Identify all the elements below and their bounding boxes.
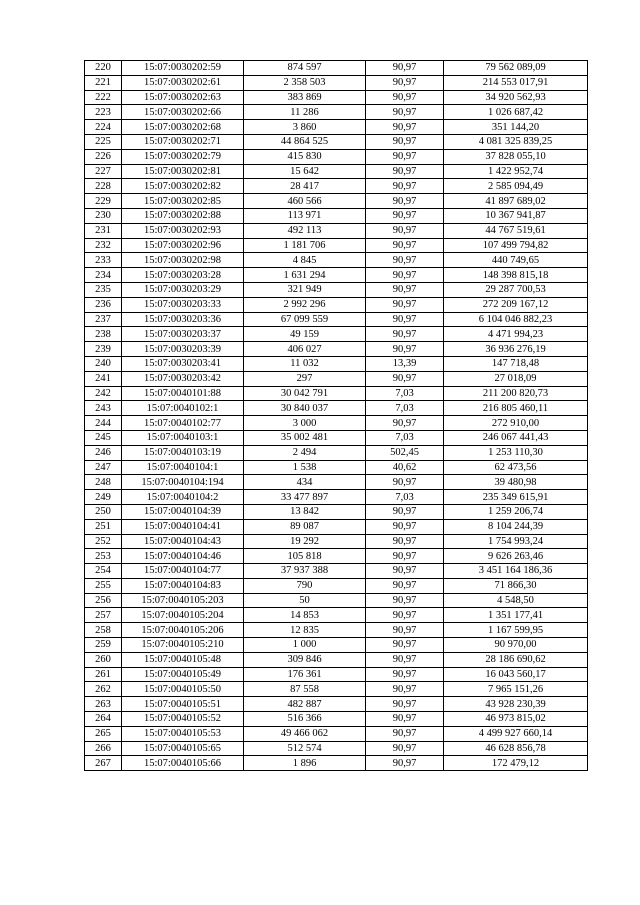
specific-value-cell: 90,97	[366, 208, 444, 223]
specific-value-cell: 90,97	[366, 327, 444, 342]
table-body	[85, 61, 588, 771]
specific-value-cell: 90,97	[366, 593, 444, 608]
table-row	[85, 741, 588, 756]
row-number-cell: 252	[85, 534, 122, 549]
cadastral-value-table	[84, 60, 588, 771]
cadastral-value-cell: 28 186 690,62	[444, 652, 588, 667]
cadastral-value-cell: 2 585 094,49	[444, 179, 588, 194]
specific-value-cell: 90,97	[366, 697, 444, 712]
cadastral-number-cell: 15:07:0040104:83	[122, 578, 244, 593]
area-cell: 113 971	[244, 208, 366, 223]
area-cell: 89 087	[244, 519, 366, 534]
row-number-cell: 234	[85, 268, 122, 283]
specific-value-cell: 7,03	[366, 386, 444, 401]
specific-value-cell: 90,97	[366, 667, 444, 682]
cadastral-number-cell: 15:07:0040102:77	[122, 416, 244, 431]
specific-value-cell: 90,97	[366, 682, 444, 697]
table-row	[85, 697, 588, 712]
specific-value-cell: 90,97	[366, 504, 444, 519]
cadastral-value-cell: 272 209 167,12	[444, 297, 588, 312]
table-row	[85, 504, 588, 519]
row-number-cell: 236	[85, 297, 122, 312]
area-cell: 492 113	[244, 223, 366, 238]
specific-value-cell: 90,97	[366, 416, 444, 431]
cadastral-value-cell: 7 965 151,26	[444, 682, 588, 697]
cadastral-value-cell: 351 144,20	[444, 120, 588, 135]
cadastral-number-cell: 15:07:0040105:210	[122, 638, 244, 653]
cadastral-value-cell: 246 067 441,43	[444, 430, 588, 445]
row-number-cell: 227	[85, 164, 122, 179]
area-cell: 87 558	[244, 682, 366, 697]
cadastral-value-cell: 6 104 046 882,23	[444, 312, 588, 327]
area-cell: 35 002 481	[244, 430, 366, 445]
table-row	[85, 75, 588, 90]
cadastral-number-cell: 15:07:0030202:98	[122, 253, 244, 268]
cadastral-number-cell: 15:07:0040103:1	[122, 430, 244, 445]
table-row	[85, 120, 588, 135]
cadastral-number-cell: 15:07:0030203:28	[122, 268, 244, 283]
cadastral-value-cell: 9 626 263,46	[444, 549, 588, 564]
table-row	[85, 519, 588, 534]
table-row	[85, 105, 588, 120]
row-number-cell: 241	[85, 371, 122, 386]
row-number-cell: 244	[85, 416, 122, 431]
cadastral-value-cell: 39 480,98	[444, 475, 588, 490]
area-cell: 12 835	[244, 623, 366, 638]
specific-value-cell: 90,97	[366, 164, 444, 179]
table-row	[85, 208, 588, 223]
specific-value-cell: 90,97	[366, 756, 444, 771]
table-row	[85, 756, 588, 771]
cadastral-value-cell: 79 562 089,09	[444, 61, 588, 76]
area-cell: 176 361	[244, 667, 366, 682]
specific-value-cell: 90,97	[366, 90, 444, 105]
table-row	[85, 490, 588, 505]
area-cell: 516 366	[244, 712, 366, 727]
row-number-cell: 246	[85, 445, 122, 460]
row-number-cell: 261	[85, 667, 122, 682]
area-cell: 406 027	[244, 342, 366, 357]
area-cell: 874 597	[244, 61, 366, 76]
cadastral-value-cell: 46 973 815,02	[444, 712, 588, 727]
row-number-cell: 265	[85, 726, 122, 741]
cadastral-number-cell: 15:07:0040105:50	[122, 682, 244, 697]
cadastral-number-cell: 15:07:0030202:66	[122, 105, 244, 120]
area-cell: 383 869	[244, 90, 366, 105]
area-cell: 1 538	[244, 460, 366, 475]
table-row	[85, 667, 588, 682]
table-row	[85, 534, 588, 549]
specific-value-cell: 90,97	[366, 238, 444, 253]
cadastral-number-cell: 15:07:0040104:46	[122, 549, 244, 564]
row-number-cell: 251	[85, 519, 122, 534]
cadastral-value-cell: 148 398 815,18	[444, 268, 588, 283]
cadastral-number-cell: 15:07:0040105:66	[122, 756, 244, 771]
specific-value-cell: 90,97	[366, 519, 444, 534]
table-row	[85, 282, 588, 297]
cadastral-number-cell: 15:07:0030202:85	[122, 194, 244, 209]
cadastral-value-cell: 1 422 952,74	[444, 164, 588, 179]
cadastral-number-cell: 15:07:0030202:81	[122, 164, 244, 179]
specific-value-cell: 90,97	[366, 268, 444, 283]
specific-value-cell: 90,97	[366, 61, 444, 76]
cadastral-value-cell: 1 026 687,42	[444, 105, 588, 120]
cadastral-value-cell: 46 628 856,78	[444, 741, 588, 756]
cadastral-number-cell: 15:07:0030203:36	[122, 312, 244, 327]
row-number-cell: 226	[85, 149, 122, 164]
cadastral-value-cell: 211 200 820,73	[444, 386, 588, 401]
row-number-cell: 262	[85, 682, 122, 697]
row-number-cell: 239	[85, 342, 122, 357]
cadastral-value-cell: 36 936 276,19	[444, 342, 588, 357]
area-cell: 1 000	[244, 638, 366, 653]
table-row	[85, 149, 588, 164]
cadastral-value-cell: 1 351 177,41	[444, 608, 588, 623]
cadastral-value-cell: 4 081 325 839,25	[444, 134, 588, 149]
row-number-cell: 232	[85, 238, 122, 253]
row-number-cell: 259	[85, 638, 122, 653]
area-cell: 2 494	[244, 445, 366, 460]
cadastral-value-cell: 4 499 927 660,14	[444, 726, 588, 741]
table-row	[85, 253, 588, 268]
table-row	[85, 475, 588, 490]
cadastral-number-cell: 15:07:0030203:39	[122, 342, 244, 357]
area-cell: 321 949	[244, 282, 366, 297]
cadastral-value-cell: 34 920 562,93	[444, 90, 588, 105]
specific-value-cell: 90,97	[366, 297, 444, 312]
cadastral-value-cell: 90 970,00	[444, 638, 588, 653]
table-row	[85, 623, 588, 638]
cadastral-value-cell: 107 499 794,82	[444, 238, 588, 253]
specific-value-cell: 90,97	[366, 608, 444, 623]
area-cell: 67 099 559	[244, 312, 366, 327]
area-cell: 4 845	[244, 253, 366, 268]
area-cell: 1 181 706	[244, 238, 366, 253]
cadastral-number-cell: 15:07:0040105:48	[122, 652, 244, 667]
cadastral-value-cell: 4 548,50	[444, 593, 588, 608]
area-cell: 14 853	[244, 608, 366, 623]
table-row	[85, 445, 588, 460]
cadastral-number-cell: 15:07:0030202:61	[122, 75, 244, 90]
specific-value-cell: 90,97	[366, 75, 444, 90]
cadastral-number-cell: 15:07:0040101:88	[122, 386, 244, 401]
row-number-cell: 245	[85, 430, 122, 445]
specific-value-cell: 13,39	[366, 356, 444, 371]
row-number-cell: 263	[85, 697, 122, 712]
row-number-cell: 221	[85, 75, 122, 90]
specific-value-cell: 90,97	[366, 623, 444, 638]
area-cell: 15 642	[244, 164, 366, 179]
table-row	[85, 593, 588, 608]
specific-value-cell: 90,97	[366, 312, 444, 327]
table-row	[85, 238, 588, 253]
area-cell: 49 159	[244, 327, 366, 342]
row-number-cell: 267	[85, 756, 122, 771]
specific-value-cell: 7,03	[366, 490, 444, 505]
area-cell: 1 631 294	[244, 268, 366, 283]
cadastral-number-cell: 15:07:0030202:93	[122, 223, 244, 238]
area-cell: 3 000	[244, 416, 366, 431]
cadastral-number-cell: 15:07:0040103:19	[122, 445, 244, 460]
cadastral-value-cell: 4 471 994,23	[444, 327, 588, 342]
row-number-cell: 248	[85, 475, 122, 490]
row-number-cell: 258	[85, 623, 122, 638]
row-number-cell: 238	[85, 327, 122, 342]
specific-value-cell: 502,45	[366, 445, 444, 460]
table-row	[85, 608, 588, 623]
cadastral-number-cell: 15:07:0040104:2	[122, 490, 244, 505]
specific-value-cell: 90,97	[366, 371, 444, 386]
row-number-cell: 225	[85, 134, 122, 149]
specific-value-cell: 90,97	[366, 282, 444, 297]
area-cell: 309 846	[244, 652, 366, 667]
cadastral-number-cell: 15:07:0030202:82	[122, 179, 244, 194]
area-cell: 11 286	[244, 105, 366, 120]
row-number-cell: 253	[85, 549, 122, 564]
specific-value-cell: 90,97	[366, 179, 444, 194]
specific-value-cell: 7,03	[366, 401, 444, 416]
specific-value-cell: 90,97	[366, 578, 444, 593]
specific-value-cell: 90,97	[366, 149, 444, 164]
cadastral-value-cell: 62 473,56	[444, 460, 588, 475]
cadastral-number-cell: 15:07:0030202:96	[122, 238, 244, 253]
cadastral-number-cell: 15:07:0040104:43	[122, 534, 244, 549]
cadastral-number-cell: 15:07:0030202:68	[122, 120, 244, 135]
row-number-cell: 240	[85, 356, 122, 371]
table-row	[85, 164, 588, 179]
specific-value-cell: 7,03	[366, 430, 444, 445]
cadastral-number-cell: 15:07:0040105:206	[122, 623, 244, 638]
specific-value-cell: 90,97	[366, 120, 444, 135]
cadastral-value-cell: 1 754 993,24	[444, 534, 588, 549]
cadastral-value-cell: 1 253 110,30	[444, 445, 588, 460]
specific-value-cell: 90,97	[366, 194, 444, 209]
area-cell: 33 477 897	[244, 490, 366, 505]
cadastral-number-cell: 15:07:0030203:42	[122, 371, 244, 386]
row-number-cell: 242	[85, 386, 122, 401]
cadastral-value-cell: 235 349 615,91	[444, 490, 588, 505]
cadastral-value-cell: 10 367 941,87	[444, 208, 588, 223]
cadastral-number-cell: 15:07:0040104:41	[122, 519, 244, 534]
table-row	[85, 90, 588, 105]
specific-value-cell: 90,97	[366, 638, 444, 653]
specific-value-cell: 90,97	[366, 712, 444, 727]
area-cell: 49 466 062	[244, 726, 366, 741]
row-number-cell: 250	[85, 504, 122, 519]
table-row	[85, 401, 588, 416]
cadastral-number-cell: 15:07:0040105:204	[122, 608, 244, 623]
row-number-cell: 235	[85, 282, 122, 297]
cadastral-value-cell: 41 897 689,02	[444, 194, 588, 209]
area-cell: 434	[244, 475, 366, 490]
table-row	[85, 268, 588, 283]
cadastral-value-cell: 16 043 560,17	[444, 667, 588, 682]
area-cell: 790	[244, 578, 366, 593]
row-number-cell: 249	[85, 490, 122, 505]
cadastral-value-cell: 27 018,09	[444, 371, 588, 386]
cadastral-value-cell: 440 749,65	[444, 253, 588, 268]
row-number-cell: 243	[85, 401, 122, 416]
area-cell: 28 417	[244, 179, 366, 194]
specific-value-cell: 90,97	[366, 223, 444, 238]
specific-value-cell: 90,97	[366, 253, 444, 268]
specific-value-cell: 90,97	[366, 726, 444, 741]
cadastral-value-cell: 214 553 017,91	[444, 75, 588, 90]
specific-value-cell: 90,97	[366, 534, 444, 549]
row-number-cell: 264	[85, 712, 122, 727]
cadastral-number-cell: 15:07:0030203:41	[122, 356, 244, 371]
specific-value-cell: 40,62	[366, 460, 444, 475]
area-cell: 2 358 503	[244, 75, 366, 90]
cadastral-number-cell: 15:07:0040104:77	[122, 564, 244, 579]
area-cell: 50	[244, 593, 366, 608]
row-number-cell: 237	[85, 312, 122, 327]
area-cell: 297	[244, 371, 366, 386]
table-row	[85, 712, 588, 727]
area-cell: 11 032	[244, 356, 366, 371]
cadastral-value-cell: 44 767 519,61	[444, 223, 588, 238]
specific-value-cell: 90,97	[366, 741, 444, 756]
table-row	[85, 416, 588, 431]
table-row	[85, 549, 588, 564]
table-row	[85, 297, 588, 312]
cadastral-value-cell: 71 866,30	[444, 578, 588, 593]
area-cell: 460 566	[244, 194, 366, 209]
cadastral-number-cell: 15:07:0040105:53	[122, 726, 244, 741]
table-row	[85, 652, 588, 667]
row-number-cell: 229	[85, 194, 122, 209]
cadastral-number-cell: 15:07:0040102:1	[122, 401, 244, 416]
cadastral-number-cell: 15:07:0030203:29	[122, 282, 244, 297]
area-cell: 30 840 037	[244, 401, 366, 416]
area-cell: 3 860	[244, 120, 366, 135]
cadastral-number-cell: 15:07:0040105:203	[122, 593, 244, 608]
table-row	[85, 312, 588, 327]
cadastral-number-cell: 15:07:0030203:33	[122, 297, 244, 312]
row-number-cell: 266	[85, 741, 122, 756]
row-number-cell: 222	[85, 90, 122, 105]
row-number-cell: 260	[85, 652, 122, 667]
cadastral-value-cell: 1 167 599,95	[444, 623, 588, 638]
specific-value-cell: 90,97	[366, 475, 444, 490]
cadastral-number-cell: 15:07:0040104:194	[122, 475, 244, 490]
cadastral-value-cell: 3 451 164 186,36	[444, 564, 588, 579]
cadastral-value-cell: 272 910,00	[444, 416, 588, 431]
table-row	[85, 564, 588, 579]
cadastral-value-cell: 1 259 206,74	[444, 504, 588, 519]
cadastral-number-cell: 15:07:0030202:63	[122, 90, 244, 105]
area-cell: 2 992 296	[244, 297, 366, 312]
cadastral-number-cell: 15:07:0040105:52	[122, 712, 244, 727]
specific-value-cell: 90,97	[366, 564, 444, 579]
cadastral-value-cell: 147 718,48	[444, 356, 588, 371]
specific-value-cell: 90,97	[366, 549, 444, 564]
cadastral-number-cell: 15:07:0030202:71	[122, 134, 244, 149]
area-cell: 13 842	[244, 504, 366, 519]
table-row	[85, 430, 588, 445]
specific-value-cell: 90,97	[366, 342, 444, 357]
specific-value-cell: 90,97	[366, 105, 444, 120]
cadastral-number-cell: 15:07:0040105:65	[122, 741, 244, 756]
row-number-cell: 224	[85, 120, 122, 135]
row-number-cell: 254	[85, 564, 122, 579]
cadastral-number-cell: 15:07:0040104:1	[122, 460, 244, 475]
cadastral-value-cell: 172 479,12	[444, 756, 588, 771]
area-cell: 105 818	[244, 549, 366, 564]
table-row	[85, 386, 588, 401]
row-number-cell: 247	[85, 460, 122, 475]
table-row	[85, 223, 588, 238]
table-row	[85, 682, 588, 697]
table-row	[85, 134, 588, 149]
area-cell: 30 042 791	[244, 386, 366, 401]
cadastral-number-cell: 15:07:0030202:59	[122, 61, 244, 76]
cadastral-number-cell: 15:07:0030202:88	[122, 208, 244, 223]
area-cell: 1 896	[244, 756, 366, 771]
row-number-cell: 256	[85, 593, 122, 608]
cadastral-number-cell: 15:07:0040104:39	[122, 504, 244, 519]
area-cell: 19 292	[244, 534, 366, 549]
table-row	[85, 356, 588, 371]
table-row	[85, 638, 588, 653]
area-cell: 44 864 525	[244, 134, 366, 149]
area-cell: 37 937 388	[244, 564, 366, 579]
row-number-cell: 228	[85, 179, 122, 194]
cadastral-value-cell: 8 104 244,39	[444, 519, 588, 534]
cadastral-value-cell: 216 805 460,11	[444, 401, 588, 416]
area-cell: 512 574	[244, 741, 366, 756]
table-row	[85, 342, 588, 357]
row-number-cell: 220	[85, 61, 122, 76]
table-row	[85, 61, 588, 76]
cadastral-number-cell: 15:07:0040105:51	[122, 697, 244, 712]
table-row	[85, 578, 588, 593]
area-cell: 482 887	[244, 697, 366, 712]
cadastral-number-cell: 15:07:0040105:49	[122, 667, 244, 682]
cadastral-value-cell: 43 928 230,39	[444, 697, 588, 712]
row-number-cell: 223	[85, 105, 122, 120]
specific-value-cell: 90,97	[366, 652, 444, 667]
table-row	[85, 179, 588, 194]
row-number-cell: 230	[85, 208, 122, 223]
row-number-cell: 231	[85, 223, 122, 238]
table-row	[85, 460, 588, 475]
table-row	[85, 371, 588, 386]
row-number-cell: 257	[85, 608, 122, 623]
area-cell: 415 830	[244, 149, 366, 164]
cadastral-number-cell: 15:07:0030202:79	[122, 149, 244, 164]
table-row	[85, 726, 588, 741]
cadastral-number-cell: 15:07:0030203:37	[122, 327, 244, 342]
specific-value-cell: 90,97	[366, 134, 444, 149]
table-row	[85, 194, 588, 209]
cadastral-value-cell: 37 828 055,10	[444, 149, 588, 164]
row-number-cell: 255	[85, 578, 122, 593]
row-number-cell: 233	[85, 253, 122, 268]
cadastral-value-cell: 29 287 700,53	[444, 282, 588, 297]
table-row	[85, 327, 588, 342]
